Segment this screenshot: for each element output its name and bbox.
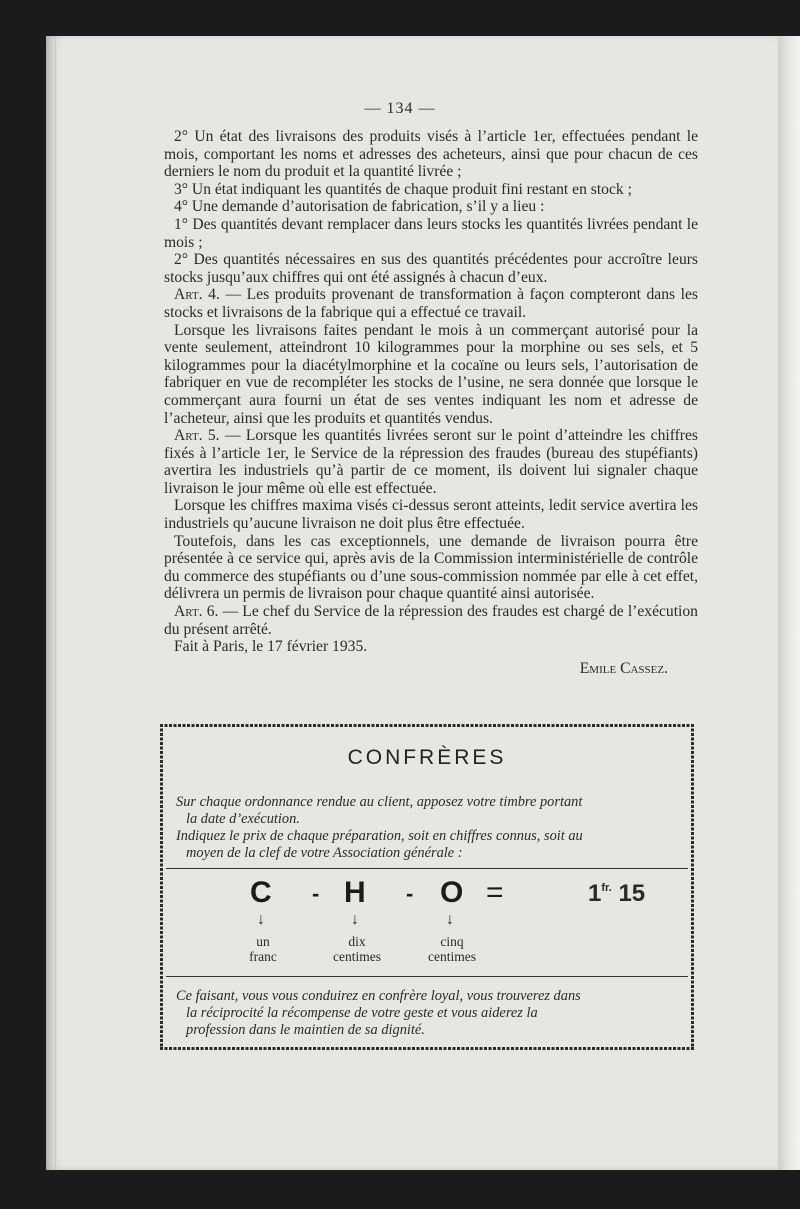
price-francs: 1: [588, 880, 602, 907]
arrow-down-icon: ↓: [446, 911, 454, 928]
body-paragraph: [164, 251, 698, 286]
notice-instruction-price: [176, 828, 676, 862]
signature: [164, 660, 698, 678]
arrow-down-icon: ↓: [257, 911, 265, 928]
body-paragraph: [164, 181, 698, 199]
notice-text-line: Ce faisant, vous vous conduirez en confrère loyal, vous trouverez dans: [176, 988, 581, 1004]
paragraph-text: Toutefois, dans les cas exceptionnels, une demande de livraison pourra être présentée à ce service qui, après avis de la Commission interministérielle de contrôle du commerce des stupéfiants ou d’une sous-commission nommée par elle à cet effet, délivrera un permis de livraison pour chaque quantité ainsi autorisée.: [164, 532, 698, 603]
notice-instruction-date: [176, 794, 676, 828]
h-meaning: [312, 934, 402, 964]
paragraph-text: 2° Un état des livraisons des produits visés à l’article 1er, effectuées pendant le mois, comportant les noms et adresses des acheteurs, ainsi que pour chacun de ces derniers le nom du produit et la quantité livrée ;: [164, 128, 698, 181]
paragraph-text: 4° Une demande d’autorisation de fabrication, s’il y a lieu :: [174, 198, 545, 216]
meaning-line: cinq: [440, 934, 464, 949]
code-dash: -: [406, 881, 414, 906]
notice-text-line: la date d’exécution.: [186, 811, 300, 827]
code-price: [588, 880, 645, 908]
notice-text-line: la réciprocité la récompense de votre geste et vous aiderez la: [186, 1005, 538, 1021]
body-paragraph: [164, 638, 698, 656]
body-paragraph: [164, 427, 698, 497]
meaning-line: dix: [348, 934, 366, 949]
code-dash: -: [312, 881, 320, 906]
notice-border-left: [160, 724, 163, 1050]
paragraph-text: — Les produits provenant de transformation à façon compteront dans les stocks et livraisons de la fabrique qui a effectué ce travail.: [164, 286, 699, 321]
notice-title: CONFRÈRES: [347, 746, 507, 769]
body-paragraph: [164, 497, 698, 532]
article-label: Art. 6.: [174, 603, 219, 621]
article-label: Art. 4.: [174, 286, 220, 304]
confreres-notice-box: [160, 724, 694, 1050]
notice-text-line: moyen de la clef de votre Association générale :: [186, 845, 463, 861]
paragraph-text: Lorsque les livraisons faites pendant le mois à un commerçant autorisé pour la vente seulement, atteindront 10 kilogrammes pour la morphine ou ses sels, et 5 kilogrammes pour la diacétylmorphine et la cocaïne ou leurs sels, l’autorisation de fabriquer en vue de recompléter les stocks de l’usine, ne sera donnée que lorsque le commerçant aura fourni un état de ses ventes indiquant les nom et adresse de l’acheteur, ainsi que les produits et quantités vendus.: [164, 321, 698, 427]
code-letter-c: C: [250, 876, 272, 909]
paragraph-text: 2° Des quantités nécessaires en sus des quantités précédentes pour accroître leurs stocks jusqu’aux chiffres qui ont été assignés à chacun d’eux.: [164, 251, 698, 286]
page-binding-edge: [46, 36, 56, 1170]
paragraph-text: 3° Un état indiquant les quantités de chaque produit fini restant en stock ;: [174, 180, 632, 198]
body-paragraph: [164, 286, 698, 321]
paragraph-text: — Lorsque les quantités livrées seront sur le point d’atteindre les chiffres fixés à l’article 1er, le Service de la répression des fraudes (bureau des stupéfiants) avertira les industriels qu’à partir de ce moment, ils doivent lui signaler chaque livraison le jour même où elle est effectuée.: [164, 427, 698, 497]
paragraph-text: 1° Des quantités devant remplacer dans leurs stocks les quantités livrées pendant le mois ;: [164, 215, 698, 251]
notice-text-line: Indiquez le prix de chaque préparation, soit en chiffres connus, soit au: [176, 828, 583, 844]
price-cents: 15: [618, 880, 646, 907]
price-unit: fr.: [601, 882, 612, 894]
code-equals: =: [486, 876, 504, 909]
notice-rule-lower: [166, 976, 688, 977]
arrow-down-icon: ↓: [351, 911, 359, 928]
article-label: Art. 5.: [174, 427, 220, 445]
body-paragraph: [164, 603, 698, 638]
meaning-line: centimes: [333, 949, 381, 964]
notice-border-top: [160, 724, 694, 727]
c-meaning: [218, 934, 308, 964]
paragraph-text: Lorsque les chiffres maxima visés ci-dessus seront atteints, ledit service avertira les industriels qu’aucune livraison ne doit plus être effectuée.: [164, 497, 698, 533]
body-paragraph: [164, 322, 698, 428]
notice-border-bottom: [160, 1047, 694, 1050]
body-paragraph: [164, 216, 698, 251]
page-number: — 134 —: [364, 100, 436, 117]
body-paragraph: [164, 128, 698, 181]
paragraph-text: — Le chef du Service de la répression des fraudes est chargé de l’exécution du présent arrêté.: [164, 603, 698, 638]
o-meaning: [407, 934, 497, 964]
body-paragraph: [164, 533, 698, 603]
notice-text-line: profession dans le maintien de sa dignité.: [186, 1022, 425, 1038]
notice-closing: [176, 988, 676, 1039]
notice-text-line: Sur chaque ordonnance rendue au client, apposez votre timbre portant: [176, 794, 583, 810]
meaning-line: un: [256, 934, 270, 949]
notice-rule-upper: [166, 868, 688, 869]
decree-body-text: [164, 128, 698, 677]
paragraph-text: Fait à Paris, le 17 février 1935.: [174, 638, 368, 656]
page-right-edge: [778, 36, 800, 1170]
notice-border-right: [691, 724, 694, 1050]
meaning-line: centimes: [428, 949, 476, 964]
code-letter-o: O: [440, 876, 464, 909]
body-paragraph: [164, 198, 698, 216]
meaning-line: franc: [249, 949, 277, 964]
signature-name: Emile Cassez.: [579, 659, 668, 677]
code-letter-h: H: [344, 876, 366, 909]
